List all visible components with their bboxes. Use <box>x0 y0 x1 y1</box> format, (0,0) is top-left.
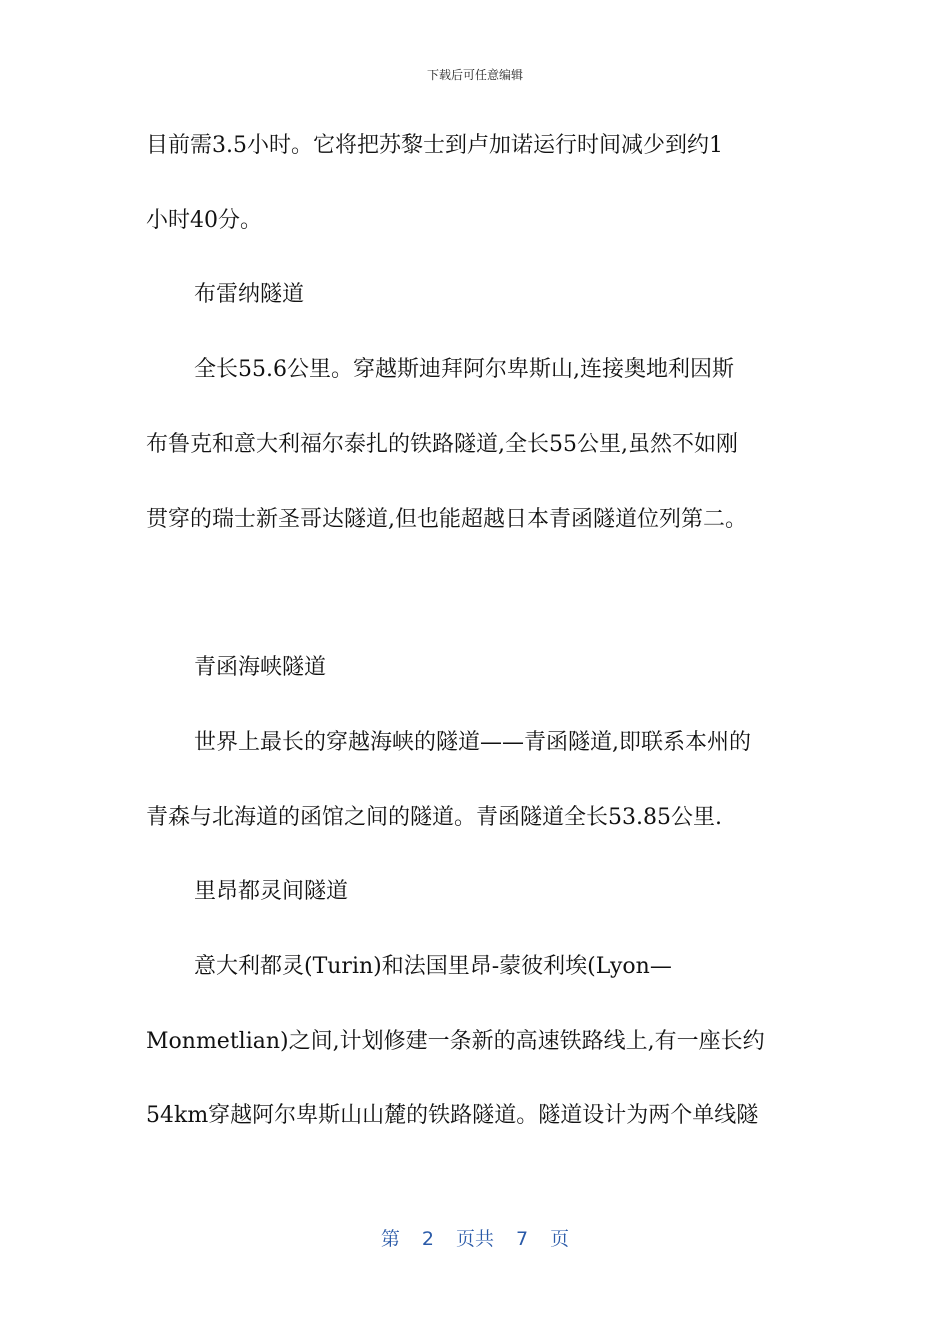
text-line-4: 全长55.6公里。穿越斯迪拜阿尔卑斯山,连接奥地利因斯 <box>194 357 734 382</box>
text-line-13: 54km穿越阿尔卑斯山山麓的铁路隧道。隧道设计为两个单线隧 <box>146 1103 759 1128</box>
text-line-11: 意大利都灵(Turin)和法国里昂-蒙彼利埃(Lyon— <box>194 954 672 979</box>
footer-page-number: 2 <box>421 1228 434 1250</box>
section-heading-seikan: 青函海峡隧道 <box>194 655 327 680</box>
footer-suffix: 页 <box>550 1228 570 1250</box>
text-line-6: 贯穿的瑞士新圣哥达隧道,但也能超越日本青函隧道位列第二。 <box>146 507 747 532</box>
text-line-1: 目前需3.5小时。它将把苏黎士到卢加诺运行时间减少到约1 <box>146 133 723 158</box>
text-line-5: 布鲁克和意大利福尔泰扎的铁路隧道,全长55公里,虽然不如刚 <box>146 432 738 457</box>
section-heading-lyon-turin: 里昂都灵间隧道 <box>194 879 349 904</box>
text-line-2: 小时40分。 <box>146 208 262 233</box>
footer-total-pages: 7 <box>516 1228 529 1250</box>
footer-middle: 页共 <box>455 1228 494 1250</box>
text-line-8: 世界上最长的穿越海峡的隧道——青函隧道,即联系本州的 <box>194 730 751 755</box>
section-heading-brenner: 布雷纳隧道 <box>194 282 305 307</box>
footer-prefix: 第 <box>380 1228 400 1250</box>
page-footer <box>0 1226 950 1252</box>
text-line-9: 青森与北海道的函馆之间的隧道。青函隧道全长53.85公里. <box>146 805 722 830</box>
text-line-12: Monmetlian)之间,计划修建一条新的高速铁路线上,有一座长约 <box>146 1029 765 1054</box>
page-header: 下载后可任意编辑 <box>426 68 523 82</box>
